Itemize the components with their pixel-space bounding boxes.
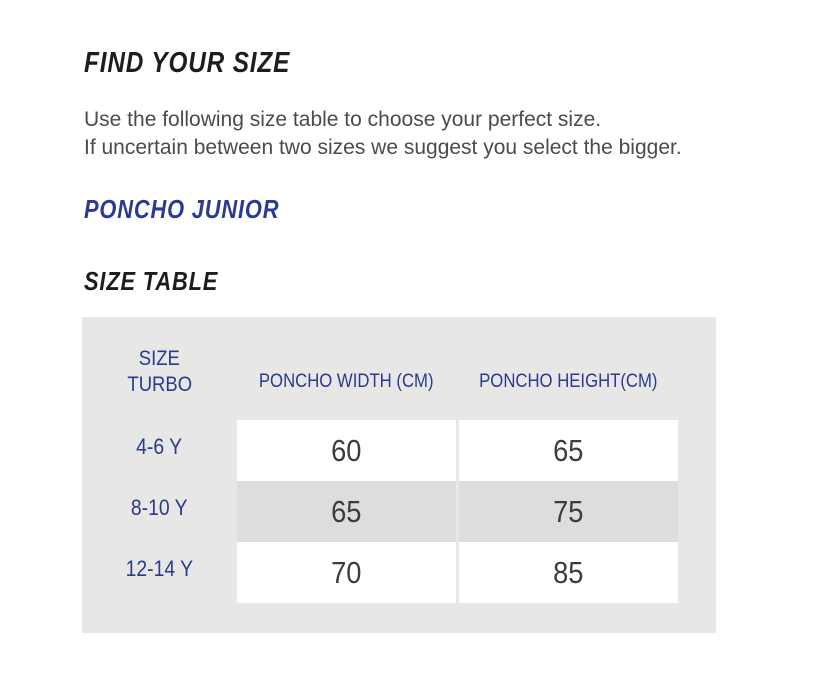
column-header-width (237, 370, 456, 394)
row-label-4-6y-text: 4-6 Y (136, 433, 183, 459)
row-labels (82, 420, 237, 603)
column-header-height (459, 370, 678, 394)
row-label-12-14y (82, 538, 237, 599)
cell-8-10y-height-value: 75 (553, 493, 584, 529)
column-headers (237, 370, 678, 394)
column-header-width-text: PONCHO WIDTH (CM) (259, 371, 434, 392)
cell-8-10y-width-value: 65 (331, 493, 362, 529)
row-label-8-10y (82, 477, 237, 538)
product-name-text: PONCHO JUNIOR (84, 194, 280, 224)
cell-4-6y-height (459, 420, 678, 481)
size-table (82, 317, 716, 633)
size-table-heading-text: SIZE TABLE (84, 266, 219, 296)
cell-12-14y-height (459, 542, 678, 603)
corner-header-turbo: TURBO (127, 373, 192, 396)
page-title (84, 47, 330, 80)
cell-12-14y-height-value: 85 (553, 554, 584, 590)
size-table-heading (84, 266, 244, 297)
corner-header-line-1 (82, 346, 237, 372)
cell-12-14y-width (237, 542, 456, 603)
intro-line-1: Use the following size table to choose your perfect size. (84, 108, 602, 131)
intro-line-2: If uncertain between two sizes we suggest you select the bigger. (84, 136, 682, 159)
cell-8-10y-height (459, 481, 678, 542)
corner-header (82, 346, 237, 398)
corner-header-size: SIZE (138, 347, 181, 370)
row-label-12-14y-text: 12-14 Y (125, 555, 194, 581)
row-label-8-10y-text: 8-10 Y (131, 494, 188, 520)
intro-text (84, 106, 682, 162)
page-title-text: FIND YOUR SIZE (84, 47, 291, 79)
corner-header-line-2 (82, 372, 237, 398)
cell-8-10y-width (237, 481, 456, 542)
row-label-4-6y (82, 416, 237, 477)
size-table-cells (237, 420, 678, 603)
cell-4-6y-width-value: 60 (331, 432, 362, 468)
product-name-heading (84, 194, 317, 225)
cell-4-6y-width (237, 420, 456, 481)
column-header-height-text: PONCHO HEIGHT(CM) (479, 371, 658, 392)
cell-12-14y-width-value: 70 (331, 554, 362, 590)
cell-4-6y-height-value: 65 (553, 432, 584, 468)
